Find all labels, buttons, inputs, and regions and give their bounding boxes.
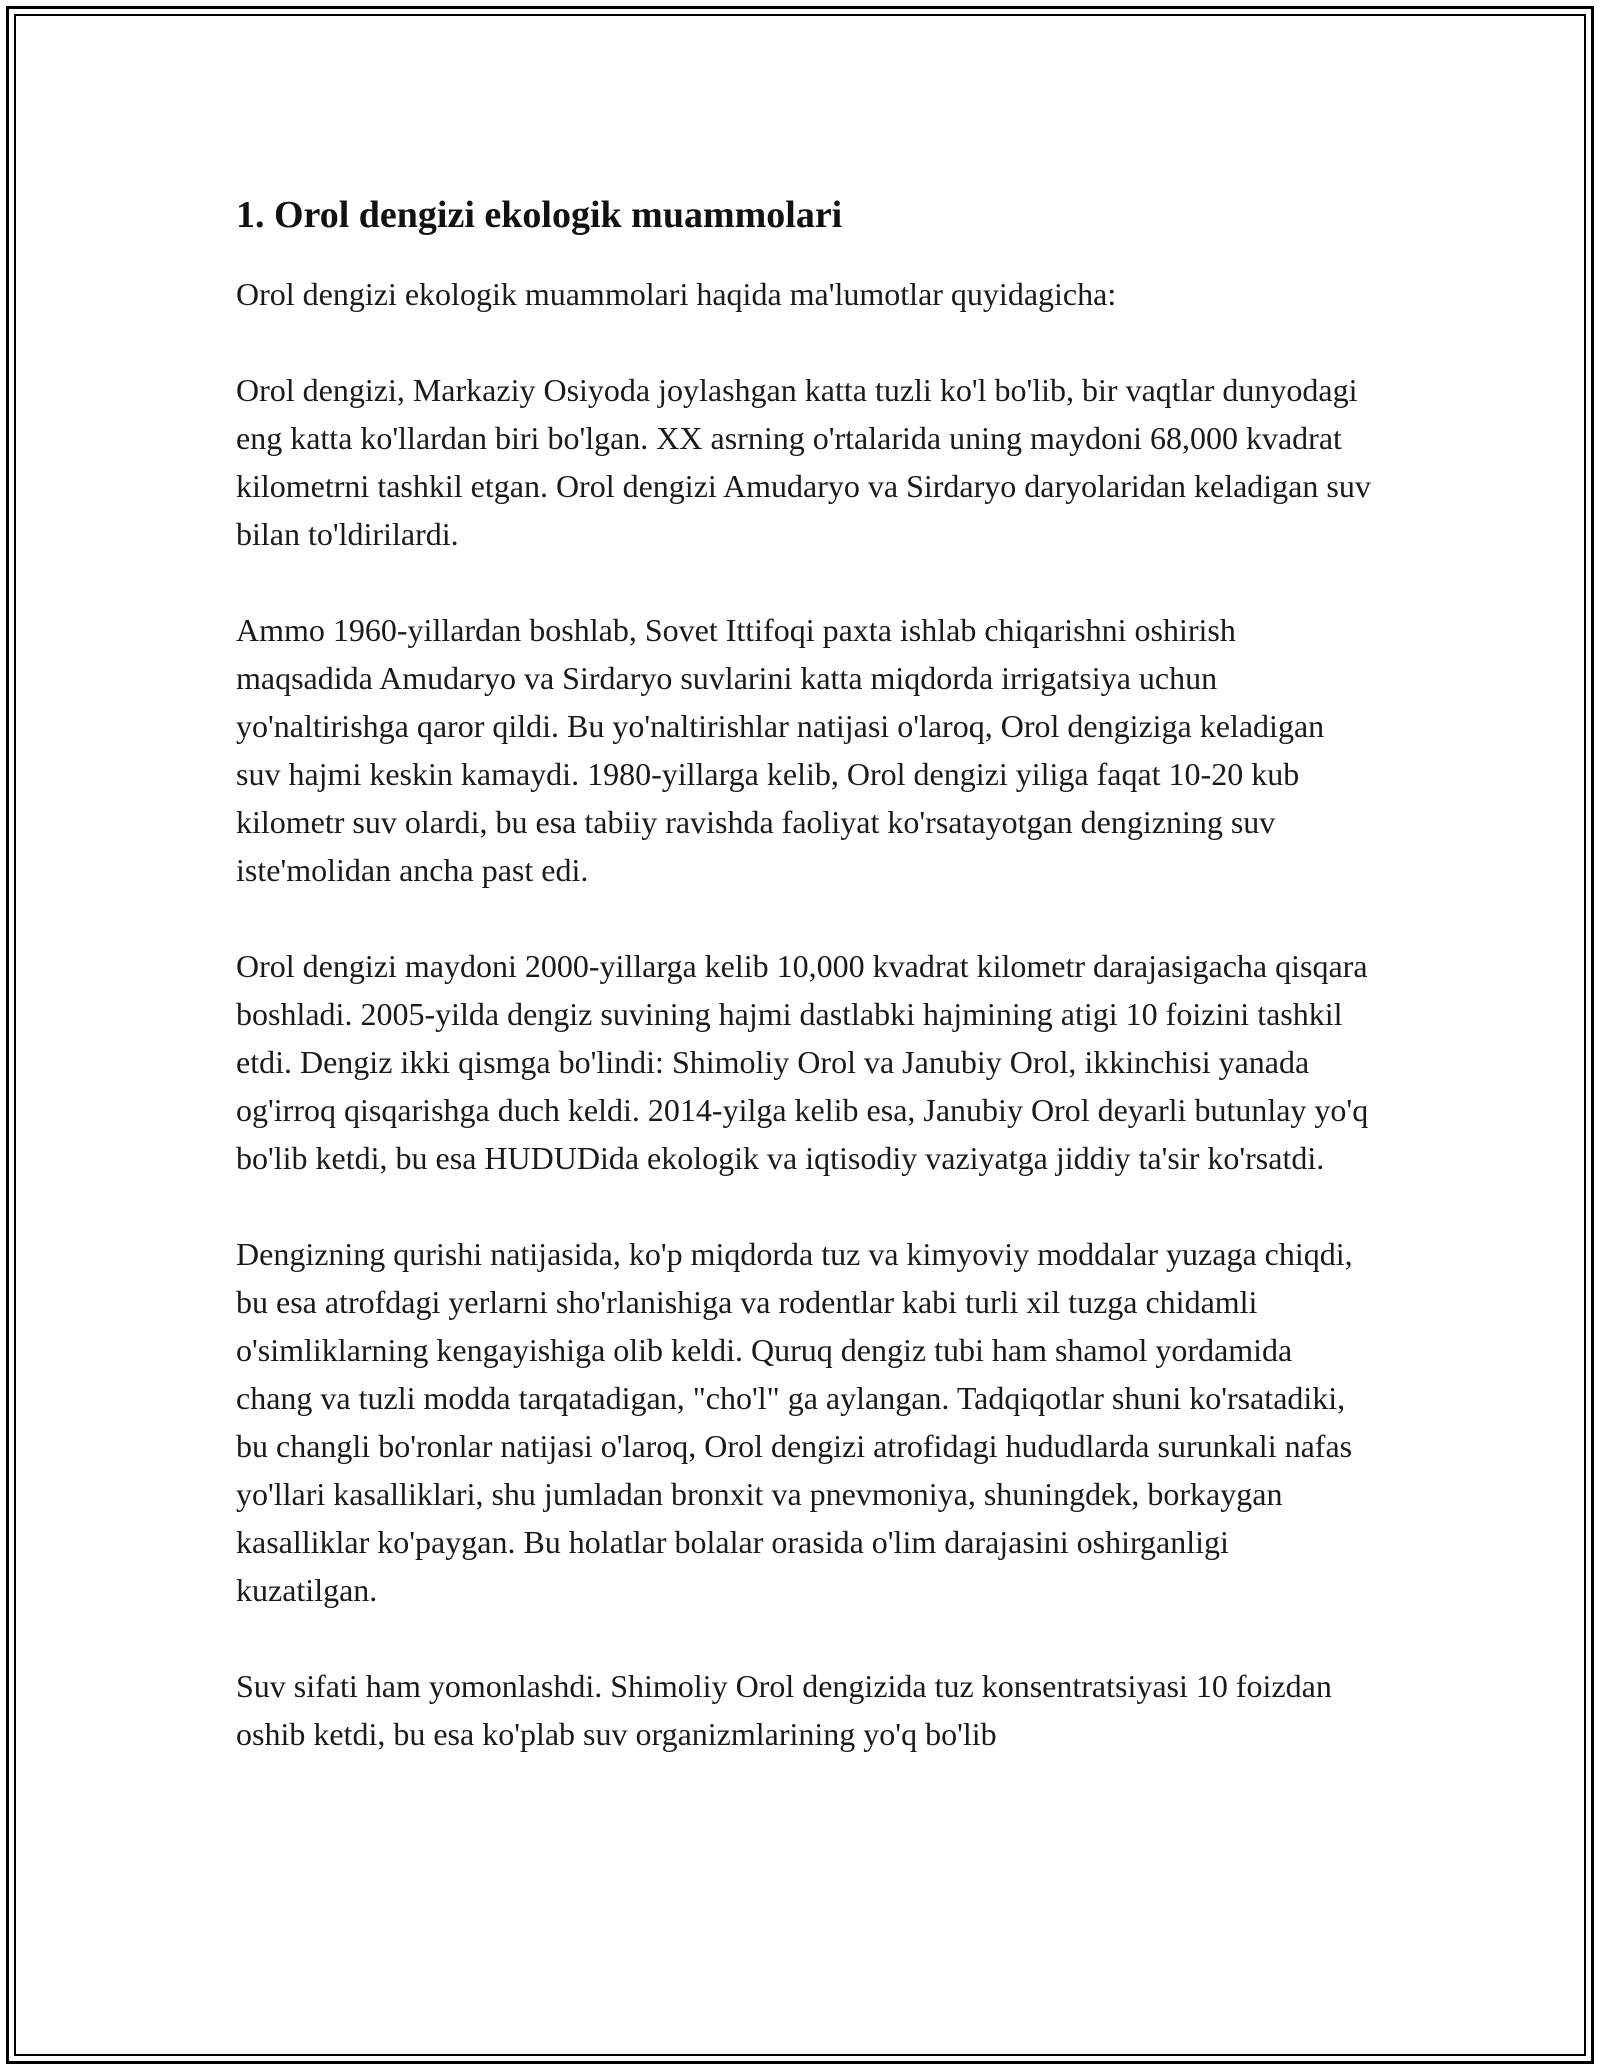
paragraph-health-effects: Dengizning qurishi natijasida, ko'p miqdorda tuz va kimyoviy moddalar yuzaga chiqdi, bu esa atrofdagi yerlarni sho'rlanishiga va rodentlar kabi turli xil tuzga chidamli o'simliklarning kengayishiga olib keldi. Quruq dengiz tubi ham shamol yordamida chang va tuzli modda tarqatadigan, "cho'l" ga aylangan. Tadqiqotlar shuni ko'rsatadiki, bu changli bo'ronlar natijasi o'laroq, Orol dengizi atrofidagi hududlarda surunkali nafas yo'llari kasalliklari, shu jumladan bronxit va pnevmoniya, shuningdek, borkaygan kasalliklar ko'paygan. Bu holatlar bolalar orasida o'lim darajasini oshirganligi kuzatilgan. <box>236 1236 1353 1608</box>
paragraph-intro: Orol dengizi ekologik muammolari haqida ma'lumotlar quyidagicha: <box>236 276 1117 312</box>
paragraph-history: Orol dengizi, Markaziy Osiyoda joylashgan katta tuzli ko'l bo'lib, bir vaqtlar dunyodagi eng katta ko'llardan biri bo'lgan. XX asrning o'rtalarida uning maydoni 68,000 kvadrat kilometrni tashkil etgan. Orol dengizi Amudaryo va Sirdaryo daryolaridan keladigan suv bilan to'ldirilardi. <box>236 372 1371 552</box>
document-body <box>236 186 1376 1806</box>
paragraph-irrigation: Ammo 1960-yillardan boshlab, Sovet Ittifoqi paxta ishlab chiqarishni oshirish maqsadida Amudaryo va Sirdaryo suvlarini katta miqdorda irrigatsiya uchun yo'naltirishga qaror qildi. Bu yo'naltirishlar natijasi o'laroq, Orol dengiziga keladigan suv hajmi keskin kamaydi. 1980-yillarga kelib, Orol dengizi yiliga faqat 10-20 kub kilometr suv olardi, bu esa tabiiy ravishda faoliyat ko'rsatayotgan dengizning suv iste'molidan ancha past edi. <box>236 612 1325 888</box>
document-title: 1. Orol dengizi ekologik muammolari <box>236 194 843 236</box>
paragraph-shrinking: Orol dengizi maydoni 2000-yillarga kelib 10,000 kvadrat kilometr darajasigacha qisqara boshladi. 2005-yilda dengiz suvining hajmi dastlabki hajmining atigi 10 foizini tashkil etdi. Dengiz ikki qismga bo'lindi: Shimoliy Orol va Janubiy Orol, ikkinchisi yanada og'irroq qisqarishga duch keldi. 2014-yilga kelib esa, Janubiy Orol deyarli butunlay yo'q bo'lib ketdi, bu esa HUDUDida ekologik va iqtisodiy vaziyatga jiddiy ta'sir ko'rsatdi. <box>236 948 1369 1176</box>
paragraph-water-quality: Suv sifati ham yomonlashdi. Shimoliy Orol dengizida tuz konsentratsiyasi 10 foizdan oshib ketdi, bu esa ko'plab suv organizmlarining yo'q bo'lib <box>236 1668 1332 1752</box>
